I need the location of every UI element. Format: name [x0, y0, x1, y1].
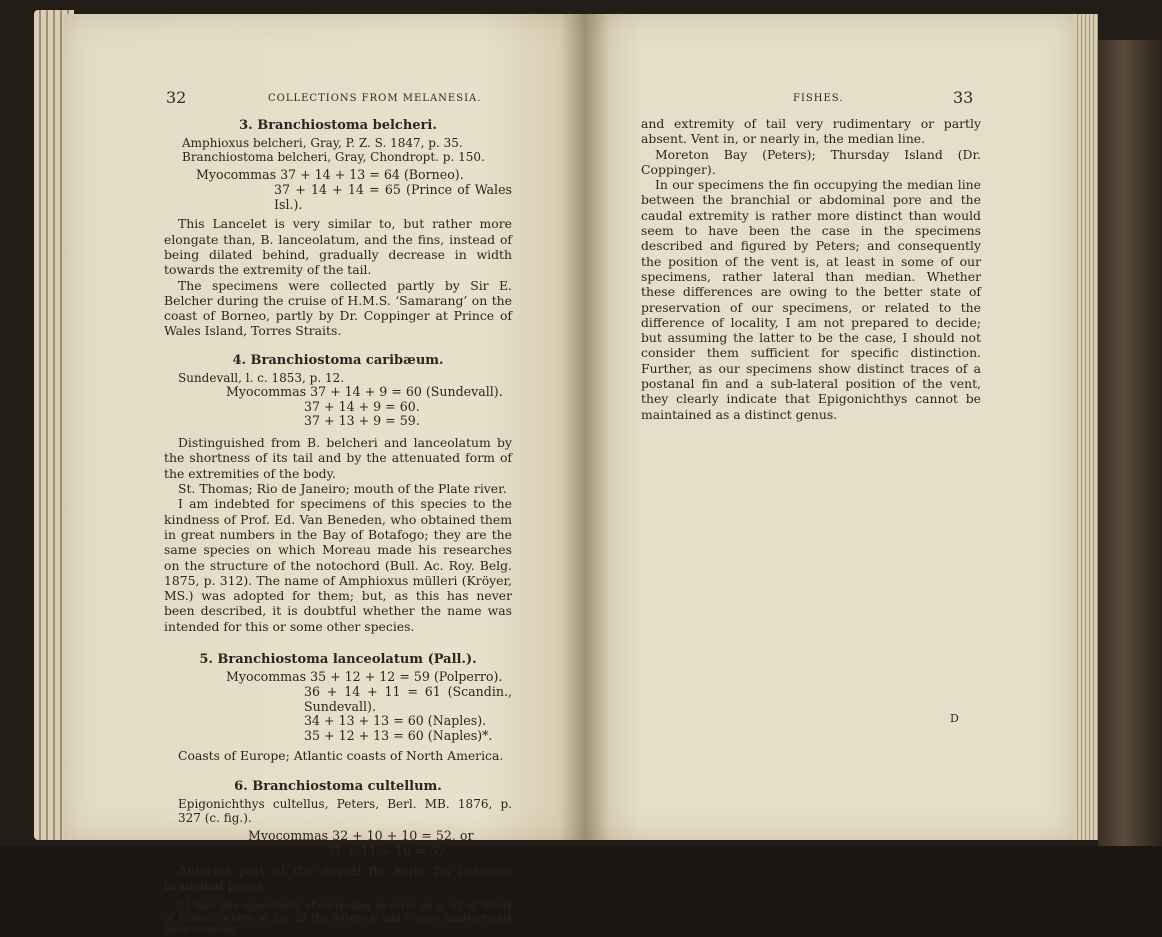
section-heading: 4. Branchiostoma caribæum. [232, 352, 444, 368]
section-heading: 5. Branchiostoma lanceolatum (Pall.). [199, 652, 477, 668]
myocommas-line: 36 + 14 + 11 = 61 (Scandin., Sundevall). [304, 683, 512, 714]
paragraph: Anterior part of the dorsal fin high; fin between branchial porus [164, 862, 512, 894]
book-cover [1098, 40, 1162, 846]
left-page-body [164, 118, 512, 937]
paragraph: Distinguished from B. belcheri and lanceolatum by the shortness of its tail and by the attenuated form of the extremities of the body. [164, 435, 512, 481]
page-stack-right [1074, 14, 1098, 840]
section-heading: 3. Branchiostoma belcheri. [239, 118, 437, 133]
paragraph: Coasts of Europe; Atlantic coasts of North America. [178, 748, 504, 763]
right-running-head: FISHES. [793, 93, 844, 104]
paragraph: Moreton Bay (Peters); Thursday Island (Dr. Coppinger). [641, 146, 981, 177]
myocommas-line: Myocommas 35 + 12 + 12 = 59 (Polperro). [226, 669, 503, 685]
myocommas-line: Myocommas 37 + 14 + 9 = 60 (Sundevall). [226, 383, 503, 399]
myocommas-line: 35 + 12 + 13 = 60 (Naples)*. [304, 728, 493, 744]
signature-mark: D [950, 712, 960, 725]
myocommas-line: Myocommas 37 + 14 + 13 = 64 (Borneo). [196, 167, 464, 182]
reference-line: Branchiostoma belcheri, Gray, Chondropt. p. 150. [182, 150, 485, 164]
right-page-number: 33 [953, 88, 974, 107]
book-gutter [560, 14, 610, 840]
paragraph: I am indebted for specimens of this species to the kindness of Prof. Ed. Van Beneden, who obtained them in great numbers in the Bay of Botafogo; they are the same species on which Moreau made his researches on the structure of the notochord (Bull. Ac. Roy. Belg. 1875, p. 312). The name of Amphioxus mülleri (Kröyer, MS.) was adopted for them; but, as this has never been described, it is doubtful whether the name was intended for this or some other species. [164, 496, 512, 634]
myocommas-line: 34 + 13 + 13 = 60 (Naples). [304, 713, 487, 729]
footnote-text: * I take this opportunity of correcting an error on p. 63 of ‘Study of Fishes,’ where in fig. 28 the letters b and c have inadvertently been reversed. [164, 901, 512, 937]
left-page-number: 32 [166, 88, 187, 107]
paragraph: The specimens were collected partly by Sir E. Belcher during the cruise of H.M.S. ‘Samarang’ on the coast of Borneo, partly by Dr. Coppinger at Prince of Wales Island, Torres Straits. [164, 277, 512, 339]
footnote [164, 901, 512, 937]
section-heading: 6. Branchiostoma cultellum. [234, 779, 442, 795]
paragraph: In our specimens the fin occupying the median line between the branchial or abdominal pore and the caudal extremity is rather more distinct than would seem to have been the case in the specimens described and figured by Peters; and consequently the position of the vent is, at least in some of our specimens, rather lateral than median. Whether these differences are owing to the better state of preservation of our specimens, or related to the difference of locality, I am not prepared to decide; but assuming the latter to be the case, I should not consider them sufficient for specific distinction. Further, as our specimens show distinct traces of a postanal fin and a sub-lateral position of the vent, they clearly indicate that Epigonichthys cannot be maintained as a distinct genus. [641, 177, 981, 422]
reference-line: Amphioxus belcheri, Gray, P. Z. S. 1847, p. 35. [182, 136, 463, 150]
reference-line: Epigonichthys cultellus, Peters, Berl. MB. 1876, p. 327 (c. fig.). [178, 797, 512, 826]
paragraph: This Lancelet is very similar to, but rather more elongate than, B. lanceolatum, and the fins, instead of being dilated behind, gradually decrease in width towards the extremity of the tail. [164, 216, 512, 278]
myocommas-line: 37 + 14 + 14 = 65 (Prince of Wales Isl.). [274, 181, 512, 212]
myocommas-line: 37 + 14 + 9 = 60. [304, 398, 420, 414]
paragraph: St. Thomas; Rio de Janeiro; mouth of the Plate river. [178, 481, 507, 497]
paragraph: and extremity of tail very rudimentary or partly absent. Vent in, or nearly in, the median line. [641, 116, 981, 147]
myocommas-line: 37 + 13 + 9 = 59. [304, 413, 420, 429]
left-running-head: COLLECTIONS FROM MELANESIA. [268, 93, 482, 104]
myocommas-line: Myocommas 32 + 10 + 10 = 52, or [248, 828, 474, 844]
myocommas-line: 31 + 11 + 10 = 52. [326, 843, 450, 859]
reference-line: Sundevall, l. c. 1853, p. 12. [178, 370, 345, 385]
right-page-body [641, 116, 981, 422]
